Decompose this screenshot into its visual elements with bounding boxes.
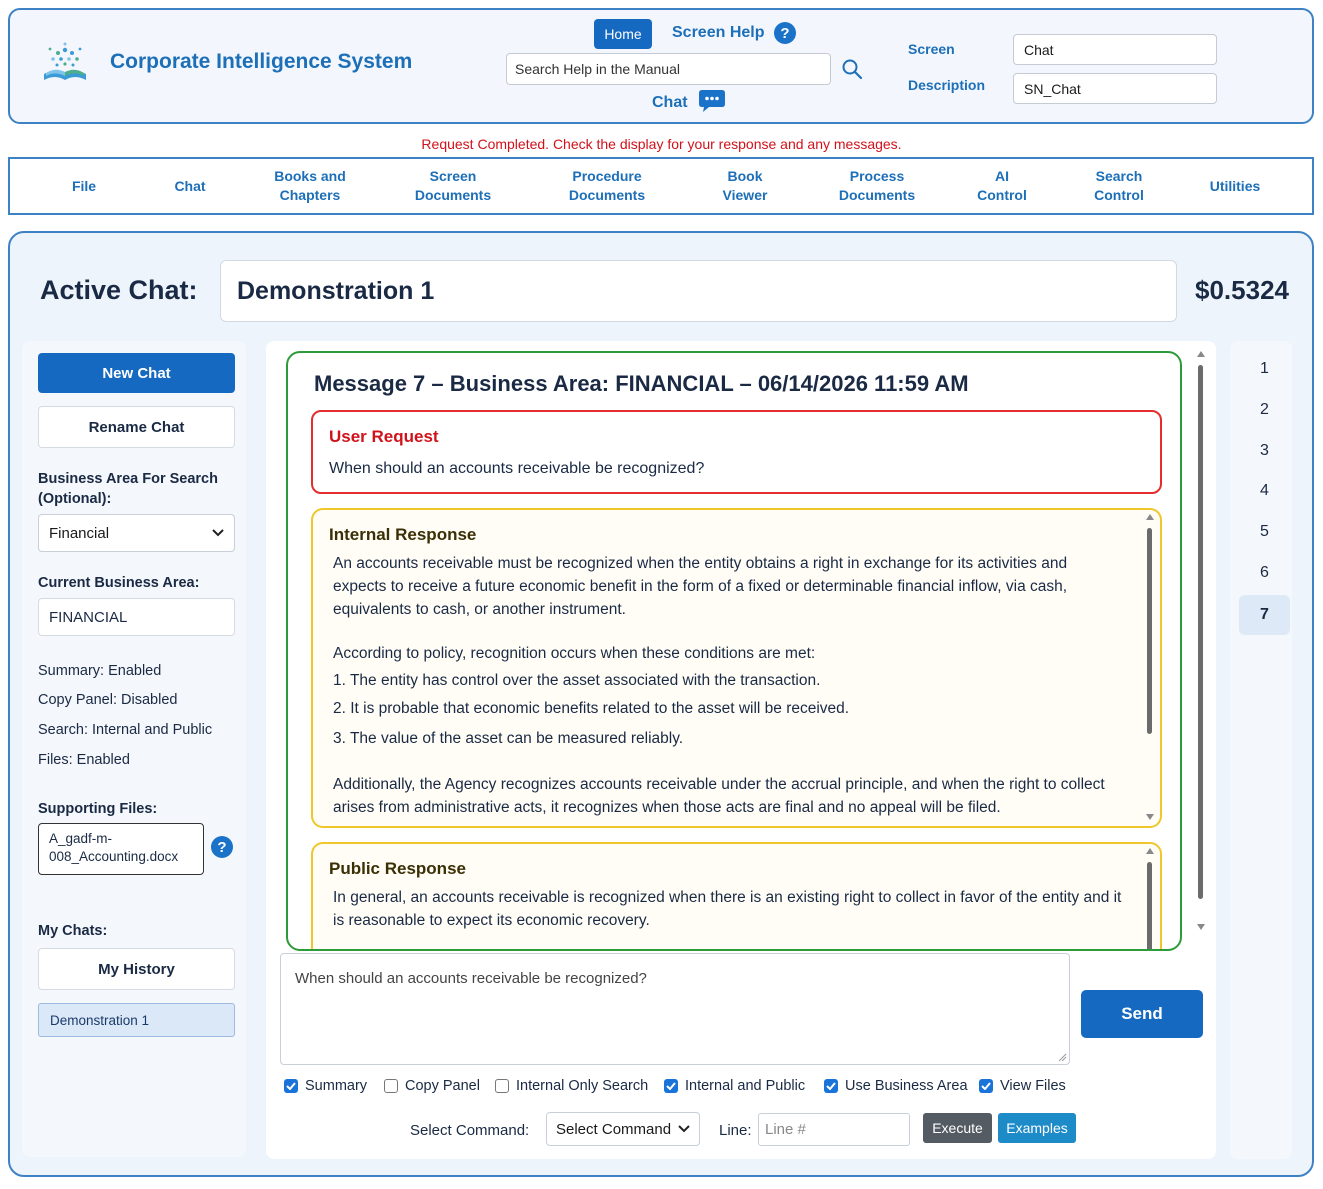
internal-response-title: Internal Response (329, 525, 477, 544)
active-chat-label: Active Chat: (40, 275, 198, 305)
active-chat-name[interactable]: Demonstration 1 (220, 260, 1177, 322)
message-card (286, 351, 1182, 951)
scroll-down-icon[interactable] (1146, 814, 1154, 820)
nav-ai-control[interactable]: AI Control (977, 168, 1027, 203)
send-button[interactable]: Send (1081, 990, 1203, 1038)
status-message: Request Completed. Check the display for your response and any messages. (421, 136, 902, 152)
nav-books-and-chapters[interactable]: Books and Chapters (274, 168, 346, 203)
select-command-label: Select Command: (410, 1122, 530, 1139)
option-view-files[interactable] (979, 1078, 1066, 1094)
scroll-down-icon[interactable] (1197, 924, 1205, 930)
scroll-up-icon[interactable] (1146, 514, 1154, 520)
internal-list-item: 2. It is probable that economic benefits related to the asset will be received. (333, 700, 850, 717)
message-index-item[interactable]: 2 (1260, 401, 1269, 418)
checkbox-checked-icon[interactable] (284, 1079, 298, 1093)
message-title: Message 7 – Business Area: FINANCIAL – 06/14/2026 11:59 AM (314, 371, 969, 396)
nav-utilities[interactable]: Utilities (1209, 177, 1261, 194)
user-request-box (311, 410, 1162, 494)
scroll-up-icon[interactable] (1197, 351, 1205, 357)
app-title: Corporate Intelligence System (110, 50, 413, 73)
my-history-button[interactable]: My History (38, 948, 235, 990)
message-index-item[interactable]: 6 (1260, 564, 1269, 581)
option-label: Copy Panel (405, 1078, 480, 1094)
screen-help-link[interactable]: Screen Help (672, 24, 765, 41)
examples-button[interactable]: Examples (998, 1113, 1076, 1143)
help-icon[interactable]: ? (774, 22, 796, 44)
nav-chat[interactable]: Chat (174, 177, 206, 194)
chevron-down-icon (212, 529, 224, 537)
nav-screen-documents[interactable]: Screen Documents (414, 168, 492, 203)
option-label: Internal Only Search (516, 1078, 649, 1094)
scroll-thumb[interactable] (1147, 528, 1152, 734)
messages-scrollbar[interactable] (1195, 349, 1207, 933)
chat-panel (8, 231, 1314, 1177)
checkbox-checked-icon[interactable] (824, 1079, 838, 1093)
public-response-box (311, 842, 1162, 951)
scroll-thumb[interactable] (1147, 862, 1152, 951)
command-select[interactable] (546, 1112, 700, 1146)
internal-list-item: 1. The entity has control over the asset associated with the transaction. (333, 672, 821, 689)
summary-status: Summary: Enabled (38, 663, 162, 679)
message-index-item-active[interactable]: 7 (1239, 595, 1290, 635)
public-response-title: Public Response (329, 859, 466, 878)
option-use-business-area[interactable] (824, 1078, 968, 1094)
files-status: Files: Enabled (38, 752, 130, 768)
checkbox-unchecked-icon[interactable] (384, 1079, 398, 1093)
rename-chat-button[interactable]: Rename Chat (38, 406, 235, 448)
option-label: Summary (305, 1078, 368, 1094)
internal-list-item: 3. The value of the asset can be measured reliably. (333, 730, 684, 747)
main-nav (8, 157, 1314, 215)
command-select-value: Select Command (556, 1120, 672, 1138)
nav-process-documents[interactable]: Process Documents (838, 168, 916, 203)
option-internal-and-public[interactable] (664, 1078, 805, 1094)
scroll-up-icon[interactable] (1146, 848, 1154, 854)
home-button[interactable]: Home (594, 19, 652, 49)
search-status: Search: Internal and Public (38, 722, 213, 738)
option-label: View Files (1000, 1078, 1066, 1094)
internal-paragraph: Additionally, the Agency recognizes accounts receivable under the accrual principle, and when the right to collect arises from administrative acts, it recognizes when those acts are final and no appeal will be filed. (333, 776, 1105, 816)
nav-search-control[interactable]: Search Control (1094, 168, 1144, 203)
option-label: Internal and Public (685, 1078, 806, 1094)
public-scrollbar[interactable] (1144, 848, 1156, 951)
checkbox-checked-icon[interactable] (979, 1079, 993, 1093)
option-label: Use Business Area (845, 1078, 968, 1094)
internal-paragraph: An accounts receivable must be recognized when the entity obtains a right in exchange for its activities and expects to receive a future economic benefit in the form of a fixed or determinable financial inflow, via cash, equivalents to cash, or another instrument. (333, 555, 1068, 618)
current-area-field: FINANCIAL (38, 598, 235, 636)
line-number-input[interactable]: Line # (758, 1113, 910, 1146)
resize-grip-icon[interactable] (1057, 1052, 1067, 1062)
message-index-item[interactable]: 3 (1260, 442, 1269, 459)
left-sidebar (22, 341, 246, 1157)
help-icon[interactable]: ? (211, 836, 233, 858)
option-internal-only-search[interactable] (495, 1078, 648, 1094)
chat-cost: $0.5324 (1195, 275, 1289, 305)
current-area-label: Current Business Area: (38, 575, 200, 591)
supporting-file-item[interactable]: A_gadf-m-008_Accounting.docx (38, 823, 204, 875)
nav-procedure-documents[interactable]: Procedure Documents (568, 168, 646, 203)
my-chats-label: My Chats: (38, 923, 108, 939)
message-index-item[interactable]: 1 (1260, 360, 1269, 377)
chat-list-item[interactable]: Demonstration 1 (38, 1003, 235, 1037)
internal-response-box (311, 508, 1162, 828)
chat-bubble-icon[interactable] (698, 89, 726, 113)
option-copy-panel[interactable] (384, 1078, 480, 1094)
checkbox-checked-icon[interactable] (664, 1079, 678, 1093)
checkbox-unchecked-icon[interactable] (495, 1079, 509, 1093)
screen-field[interactable]: Chat (1013, 34, 1217, 65)
screen-label: Screen (908, 41, 955, 57)
nav-file[interactable]: File (71, 177, 97, 194)
line-label: Line: (719, 1122, 752, 1139)
scroll-thumb[interactable] (1198, 365, 1203, 899)
message-index-item[interactable]: 5 (1260, 523, 1269, 540)
new-chat-button[interactable]: New Chat (38, 353, 235, 393)
business-area-select[interactable] (38, 514, 235, 552)
business-area-value: Financial (49, 524, 110, 542)
chevron-down-icon (678, 1125, 690, 1133)
book-logo-icon (40, 40, 90, 86)
chat-link[interactable]: Chat (652, 94, 688, 111)
message-index-rail (1230, 341, 1292, 1159)
public-paragraph: In general, an accounts receivable is recognized when there is an existing right to collect in favor of the entity and it is reasonable to expect its economic recovery. (333, 889, 1122, 929)
business-area-label: Business Area For Search (Optional): (38, 471, 218, 507)
user-request-text: When should an accounts receivable be recognized? (329, 460, 705, 477)
execute-button[interactable]: Execute (923, 1113, 992, 1143)
message-index-item[interactable]: 4 (1260, 482, 1269, 499)
user-request-title: User Request (329, 427, 439, 446)
nav-book-viewer[interactable]: Book Viewer (722, 168, 768, 203)
supporting-files-label: Supporting Files: (38, 801, 158, 817)
prompt-text: When should an accounts receivable be recognized? (295, 970, 647, 987)
help-search-input[interactable]: Search Help in the Manual (506, 53, 831, 85)
description-label: Description (908, 77, 986, 93)
app-header (8, 8, 1314, 124)
internal-scrollbar[interactable] (1144, 514, 1156, 822)
description-field[interactable]: SN_Chat (1013, 73, 1217, 104)
option-summary[interactable] (284, 1078, 367, 1094)
search-icon[interactable] (840, 57, 864, 81)
conversation-area (266, 341, 1216, 1159)
internal-paragraph: According to policy, recognition occurs when these conditions are met: (333, 645, 816, 662)
prompt-input[interactable] (280, 953, 1070, 1065)
copy-panel-status: Copy Panel: Disabled (38, 692, 178, 708)
